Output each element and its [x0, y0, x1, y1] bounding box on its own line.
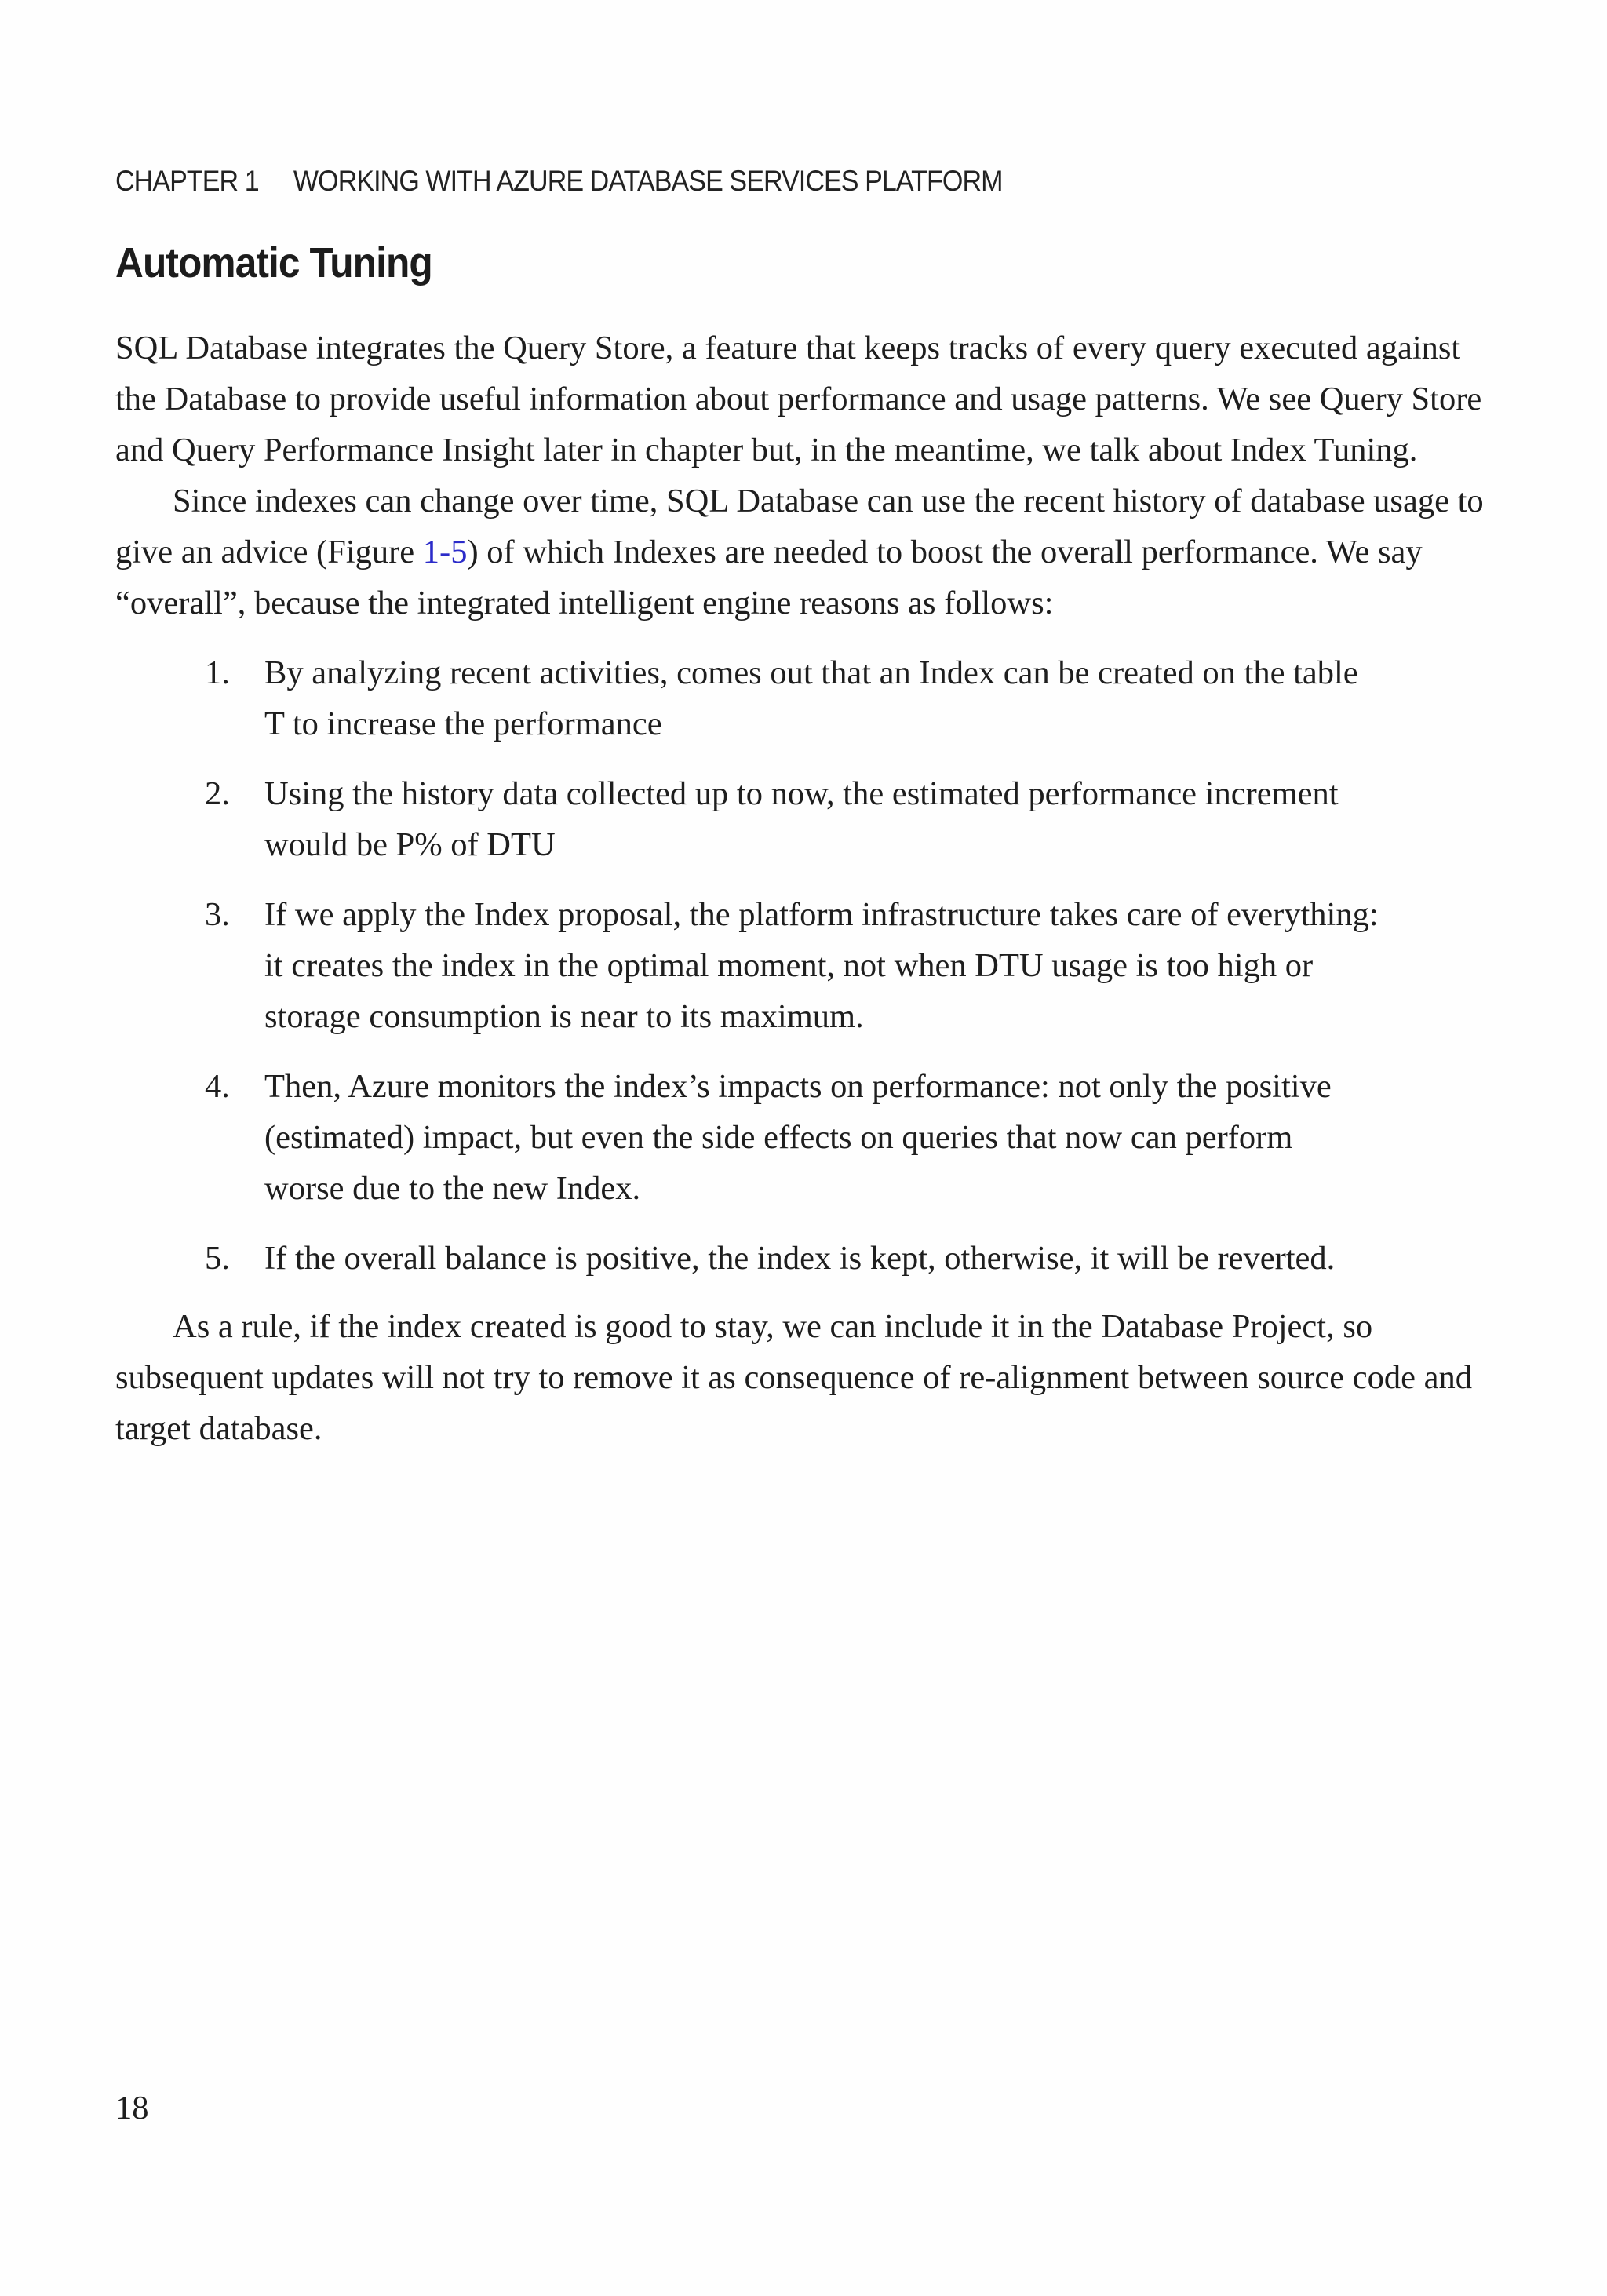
- list-item-number: 4.: [205, 1068, 230, 1105]
- paragraph-intro: SQL Database integrates the Query Store, a feature that keeps tracks of every query executed against the Database to provide useful information about performance and usage patterns. We see Query Store and Query Performance Insight later in chapter but, in the meantime, we talk about Index Tuning.: [115, 330, 1482, 468]
- chapter-title: WORKING WITH AZURE DATABASE SERVICES PLATFORM: [293, 165, 1003, 197]
- list-item: [115, 1233, 1379, 1284]
- page-number: 18: [115, 2090, 149, 2127]
- list-item-text: Then, Azure monitors the index’s impacts on performance: not only the positive (estimated) impact, but even the side effects on queries that now can perform worse due to the new Index.: [264, 1068, 1332, 1207]
- list-item: [115, 1061, 1379, 1214]
- list-item-number: 5.: [205, 1240, 230, 1277]
- list-item-text: If the overall balance is positive, the index is kept, otherwise, it will be reverted.: [264, 1240, 1336, 1277]
- section-title: Automatic Tuning: [115, 239, 432, 286]
- figure-reference-link[interactable]: 1-5: [422, 534, 468, 570]
- list-item-number: 1.: [205, 654, 230, 691]
- list-item-number: 2.: [205, 775, 230, 812]
- list-item: [115, 647, 1379, 749]
- list-item-number: 3.: [205, 896, 230, 933]
- body-text: [115, 323, 1496, 1454]
- list-item: [115, 889, 1379, 1042]
- list-item-text: By analyzing recent activities, comes out that an Index can be created on the table T to increase the performance: [264, 654, 1358, 742]
- list-item: [115, 768, 1379, 870]
- paragraph-indexes-text-end: ) of which Indexes are needed to boost the overall performance. We say “overall”, because the integrated intelligent engine reasons as follows:: [115, 534, 1423, 621]
- paragraph-indexes: [115, 476, 1496, 629]
- numbered-list: [115, 647, 1496, 1284]
- list-item-text: Using the history data collected up to now, the estimated performance increment would be P% of DTU: [264, 775, 1339, 863]
- paragraph-conclusion: As a rule, if the index created is good to stay, we can include it in the Database Project, so subsequent updates will not try to remove it as consequence of re-alignment between source code and target database.: [115, 1308, 1472, 1447]
- running-header: [115, 165, 1003, 198]
- paragraph-indexes-text-start: Since indexes can change over time, SQL Database can use the recent history of database usage to give an advice (Figure: [115, 483, 1484, 570]
- list-item-text: If we apply the Index proposal, the platform infrastructure takes care of everything: it creates the index in the optimal moment, not when DTU usage is too high or storage consumption is near to its maximum.: [264, 896, 1379, 1035]
- chapter-number: CHAPTER 1: [115, 165, 259, 197]
